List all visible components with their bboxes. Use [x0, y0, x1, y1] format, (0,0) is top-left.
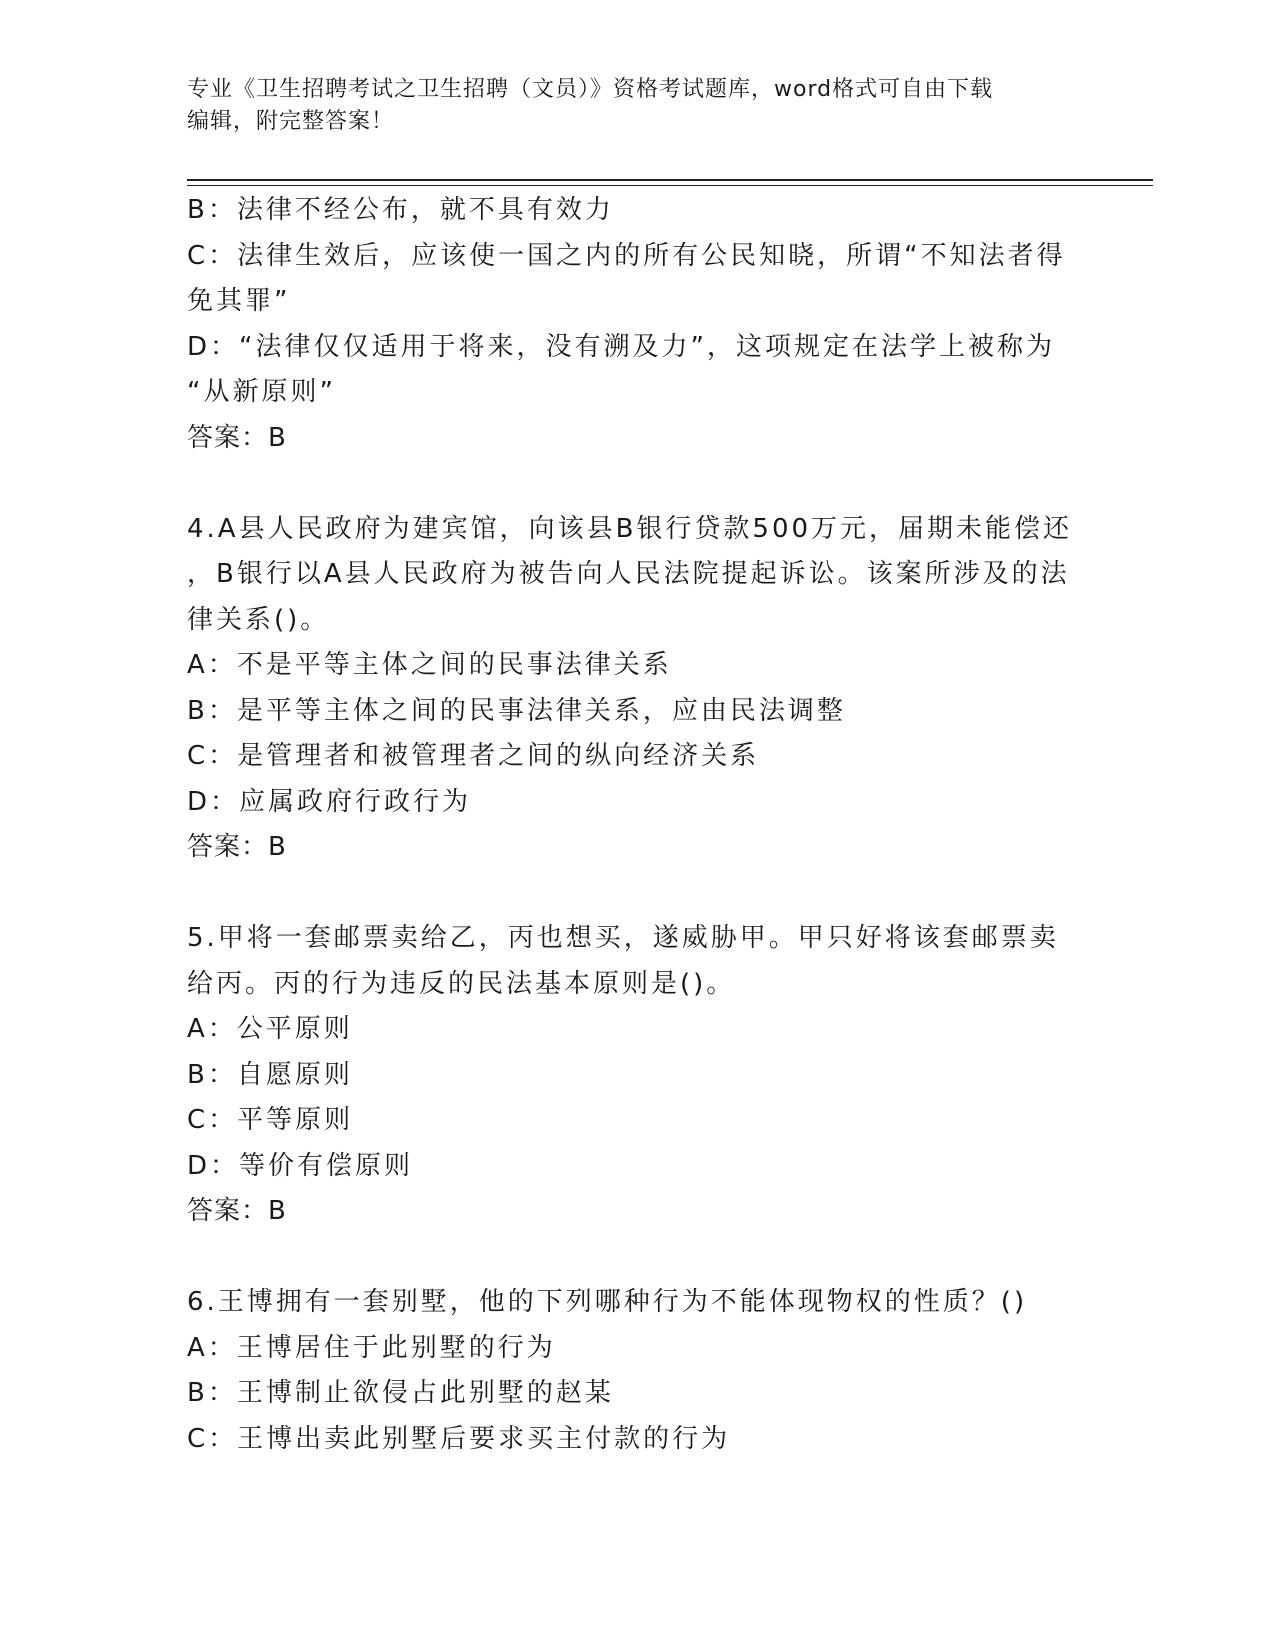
option-d-cont: “从新原则” [187, 377, 336, 407]
question-stem-cont: ，B银行以A县人民政府为被告向人民法院提起诉讼。该案所涉及的法 [187, 559, 1070, 589]
option-b: B：法律不经公布，就不具有效力 [187, 195, 614, 225]
option-b: B：是平等主体之间的民事法律关系，应由民法调整 [187, 695, 846, 726]
spacer [187, 871, 1087, 917]
option-c: C：是管理者和被管理者之间的纵向经济关系 [187, 741, 760, 771]
spacer [187, 1235, 1087, 1281]
answer: 答案：B [187, 1196, 287, 1226]
question-list [187, 188, 1087, 1462]
answer: 答案：B [187, 832, 287, 862]
option-c: C：法律生效后，应该使一国之内的所有公民知晓，所谓“不知法者得 [187, 240, 1066, 271]
option-c: C：王博出卖此别墅后要求买主付款的行为 [187, 1423, 731, 1454]
option-c-cont: 免其罪” [187, 286, 291, 316]
option-a: A：王博居住于此别墅的行为 [187, 1332, 556, 1363]
document-header [187, 74, 1087, 138]
question-stem-cont: 律关系()。 [187, 604, 330, 635]
spacer [187, 461, 1087, 507]
answer: 答案：B [187, 422, 287, 453]
question-6 [187, 1280, 1087, 1462]
option-b: B：王博制止欲侵占此别墅的赵某 [187, 1378, 614, 1408]
header-divider-thin [187, 185, 1153, 186]
question-stem: 4.A县人民政府为建宾馆，向该县B银行贷款500万元，届期未能偿还 [187, 513, 1073, 544]
question-stem-cont: 给丙。丙的行为违反的民法基本原则是()。 [187, 968, 736, 999]
question-stem: 6.王博拥有一套别墅，他的下列哪种行为不能体现物权的性质？() [187, 1287, 1028, 1317]
header-divider-thick [187, 179, 1153, 181]
question-5 [187, 916, 1087, 1235]
option-d: D：应属政府行政行为 [187, 786, 472, 817]
option-b: B：自愿原则 [187, 1059, 353, 1090]
option-a: A：公平原则 [187, 1014, 353, 1044]
question-stem: 5.甲将一套邮票卖给乙，丙也想买，遂威胁甲。甲只好将该套邮票卖 [187, 923, 1059, 953]
question-3 [187, 188, 1087, 461]
option-d: D：等价有偿原则 [187, 1150, 414, 1181]
option-d: D：“法律仅仅适用于将来，没有溯及力”，这项规定在法学上被称为 [187, 331, 1055, 362]
header-line-1: 专业《卫生招聘考试之卫生招聘（文员）》资格考试题库，word格式可自由下载 [187, 77, 994, 102]
option-c: C：平等原则 [187, 1105, 354, 1135]
header-line-2: 编辑，附完整答案！ [187, 109, 395, 134]
option-a: A：不是平等主体之间的民事法律关系 [187, 650, 672, 680]
question-4 [187, 507, 1087, 871]
